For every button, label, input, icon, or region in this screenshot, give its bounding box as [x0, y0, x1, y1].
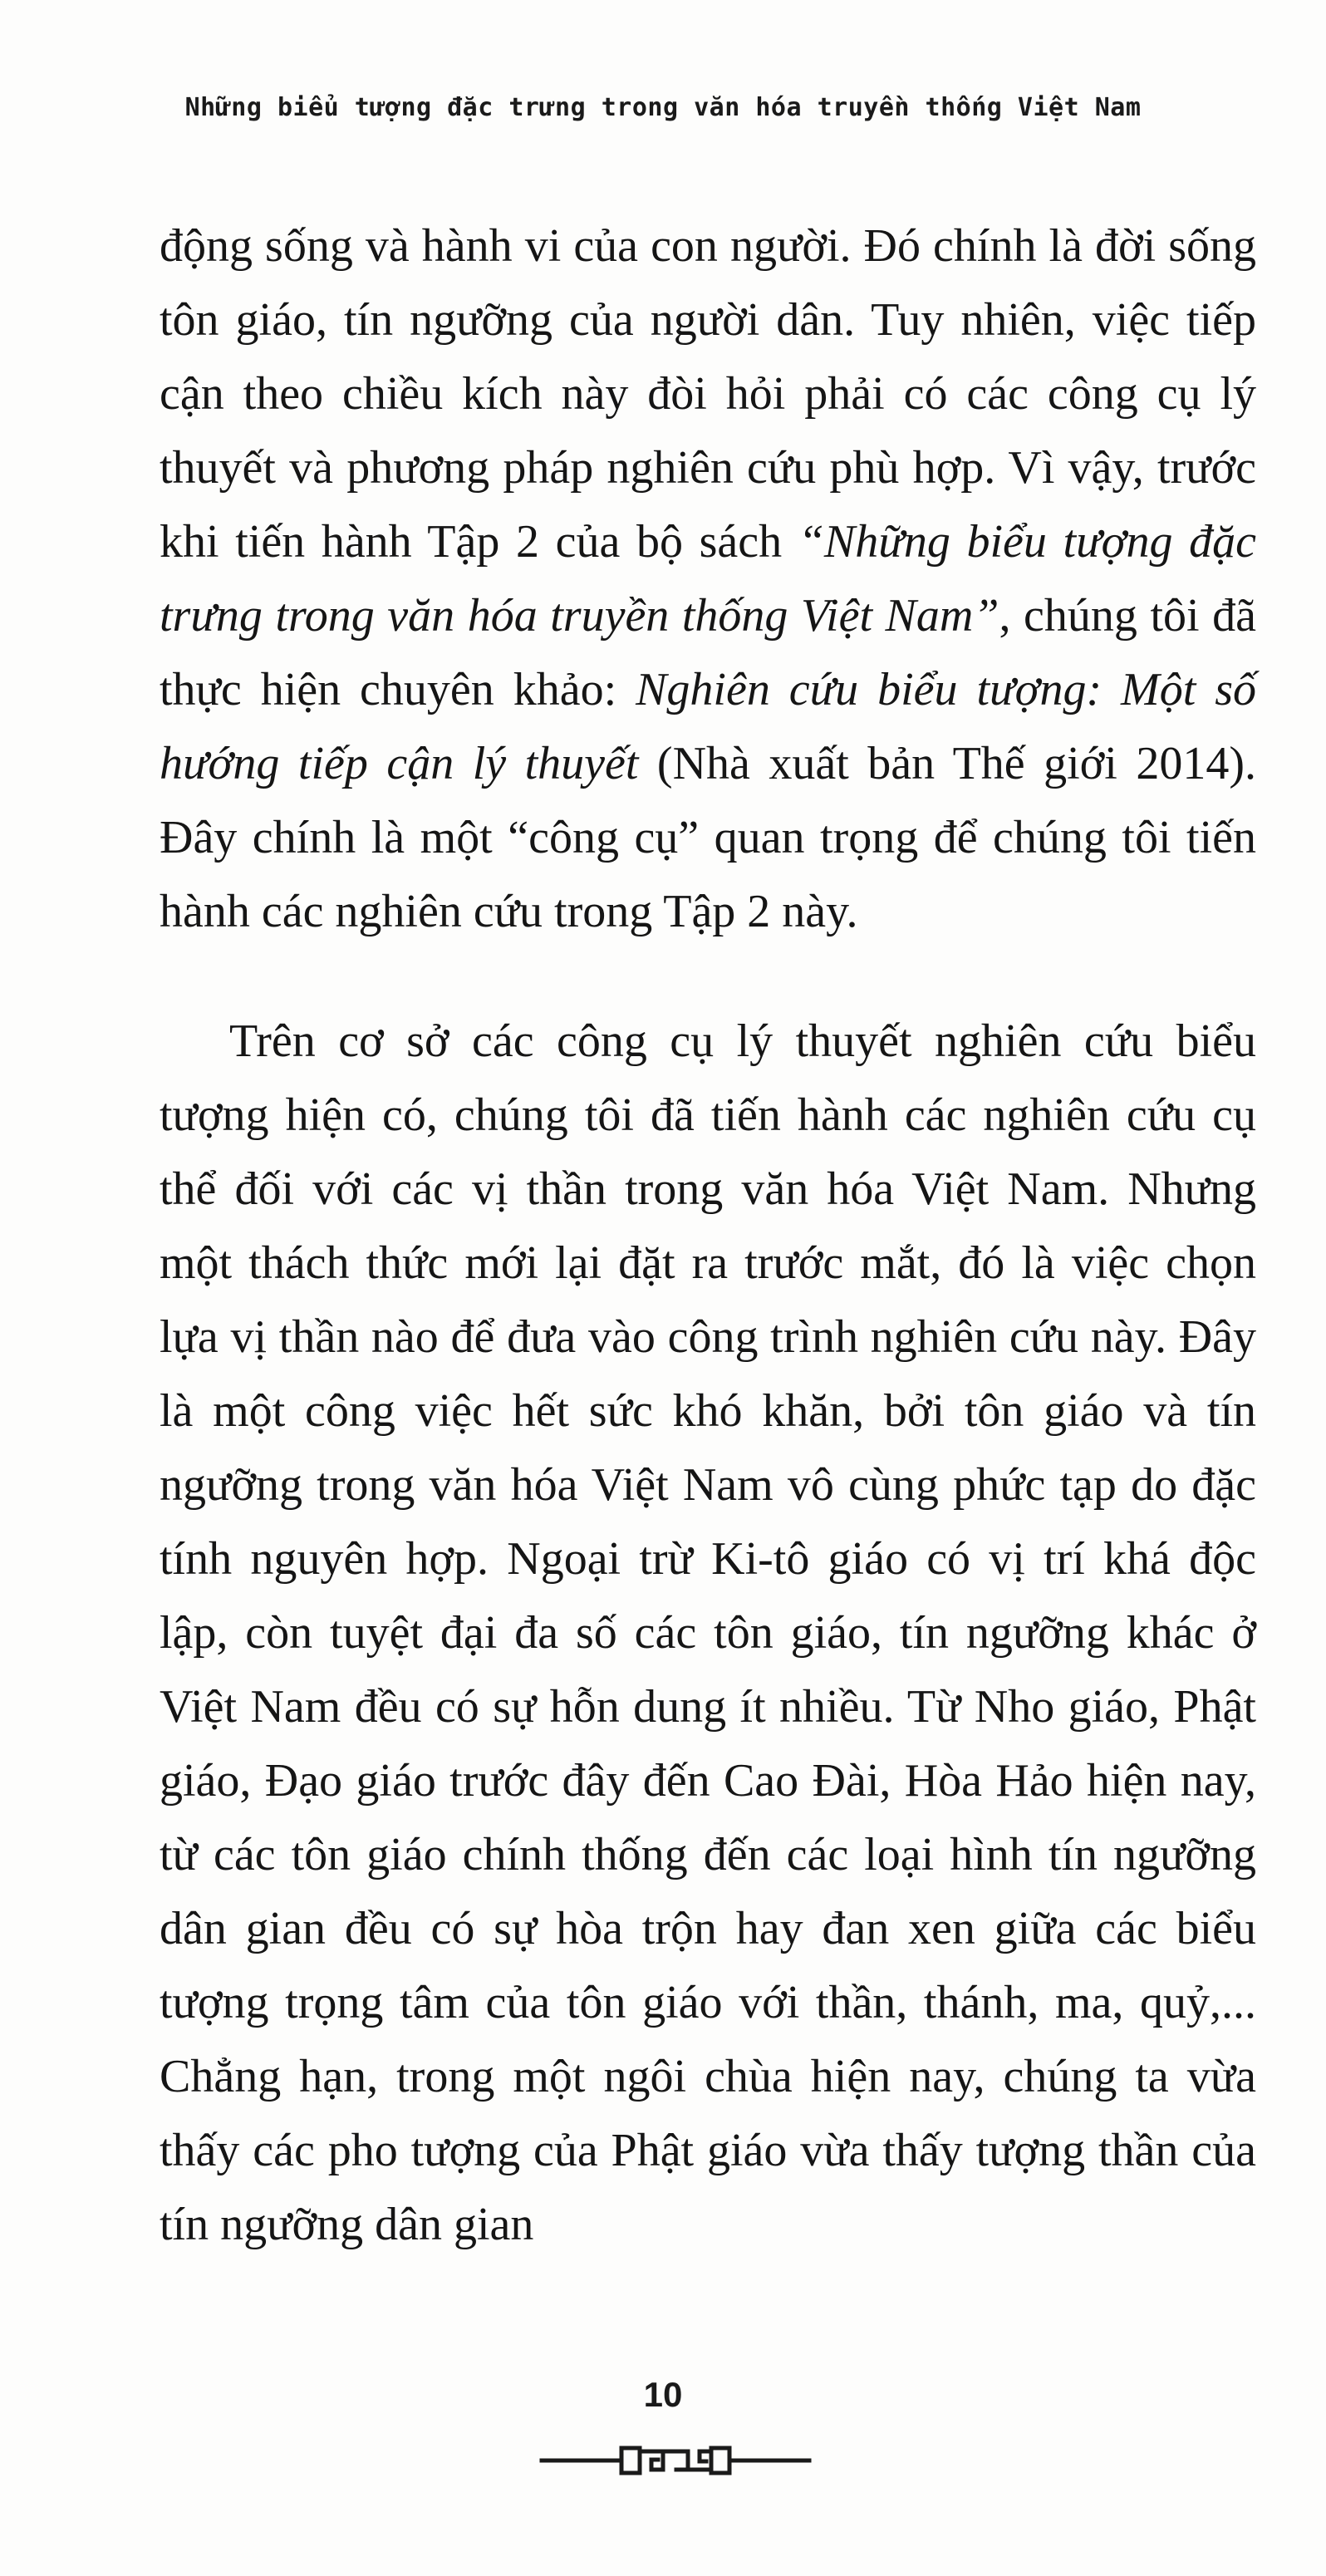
- monograph-title: Nghiên cứu biểu tượng: Một số hướng tiếp cận lý thuyết: [160, 664, 1256, 789]
- paragraph-1-text-c: (Nhà xuất bản Thế giới 2014). Đây chính là một “công cụ” quan trọng để chúng tôi tiến hành các nghiên cứu trong Tập 2 này.: [160, 738, 1256, 937]
- paragraph-1-text-a: động sống và hành vi của con người. Đó chính là đời sống tôn giáo, tín ngưỡng của người dân. Tuy nhiên, việc tiếp cận theo chiều kích này đòi hỏi phải có các công cụ lý thuyết và phương pháp nghiên cứu phù hợp. Vì vậy, trước khi tiến hành Tập 2 của bộ sách: [160, 220, 1256, 568]
- fret-ornament-icon: [538, 2440, 813, 2481]
- book-title: “Những biểu tượng đặc trưng trong văn hóa truyền thống Việt Nam”: [160, 516, 1256, 642]
- paragraph-2: Trên cơ sở các công cụ lý thuyết nghiên cứu biểu tượng hiện có, chúng tôi đã tiến hành các nghiên cứu cụ thể đối với các vị thần trong văn hóa Việt Nam. Nhưng một thách thức mới lại đặt ra trước mắt, đó là việc chọn lựa vị thần nào để đưa vào công trình nghiên cứu này. Đây là một công việc hết sức khó khăn, bởi tôn giáo và tín ngưỡng trong văn hóa Việt Nam vô cùng phức tạp do đặc tính nguyên hợp. Ngoại trừ Ki-tô giáo có vị trí khá độc lập, còn tuyệt đại đa số các tôn giáo, tín ngưỡng khác ở Việt Nam đều có sự hỗn dung ít nhiều. Từ Nho giáo, Phật giáo, Đạo giáo trước đây đến Cao Đài, Hòa Hảo hiện nay, từ các tôn giáo chính thống đến các loại hình tín ngưỡng dân gian đều có sự hòa trộn hay đan xen giữa các biểu tượng trọng tâm của tôn giáo với thần, thánh, ma, quỷ,... Chẳng hạn, trong một ngôi chùa hiện nay, chúng ta vừa thấy các pho tượng của Phật giáo vừa thấy tượng thần của tín ngưỡng dân gian: [160, 1015, 1256, 2250]
- body-text: [160, 209, 1256, 2262]
- page-number: 10: [643, 2375, 683, 2414]
- paragraph-1-text-b: , chúng tôi đã thực hiện chuyên khảo:: [160, 590, 1256, 715]
- paragraph-1: [160, 209, 1256, 949]
- running-header: Những biểu tượng đặc trưng trong văn hóa truyền thống Việt Nam: [184, 93, 1142, 122]
